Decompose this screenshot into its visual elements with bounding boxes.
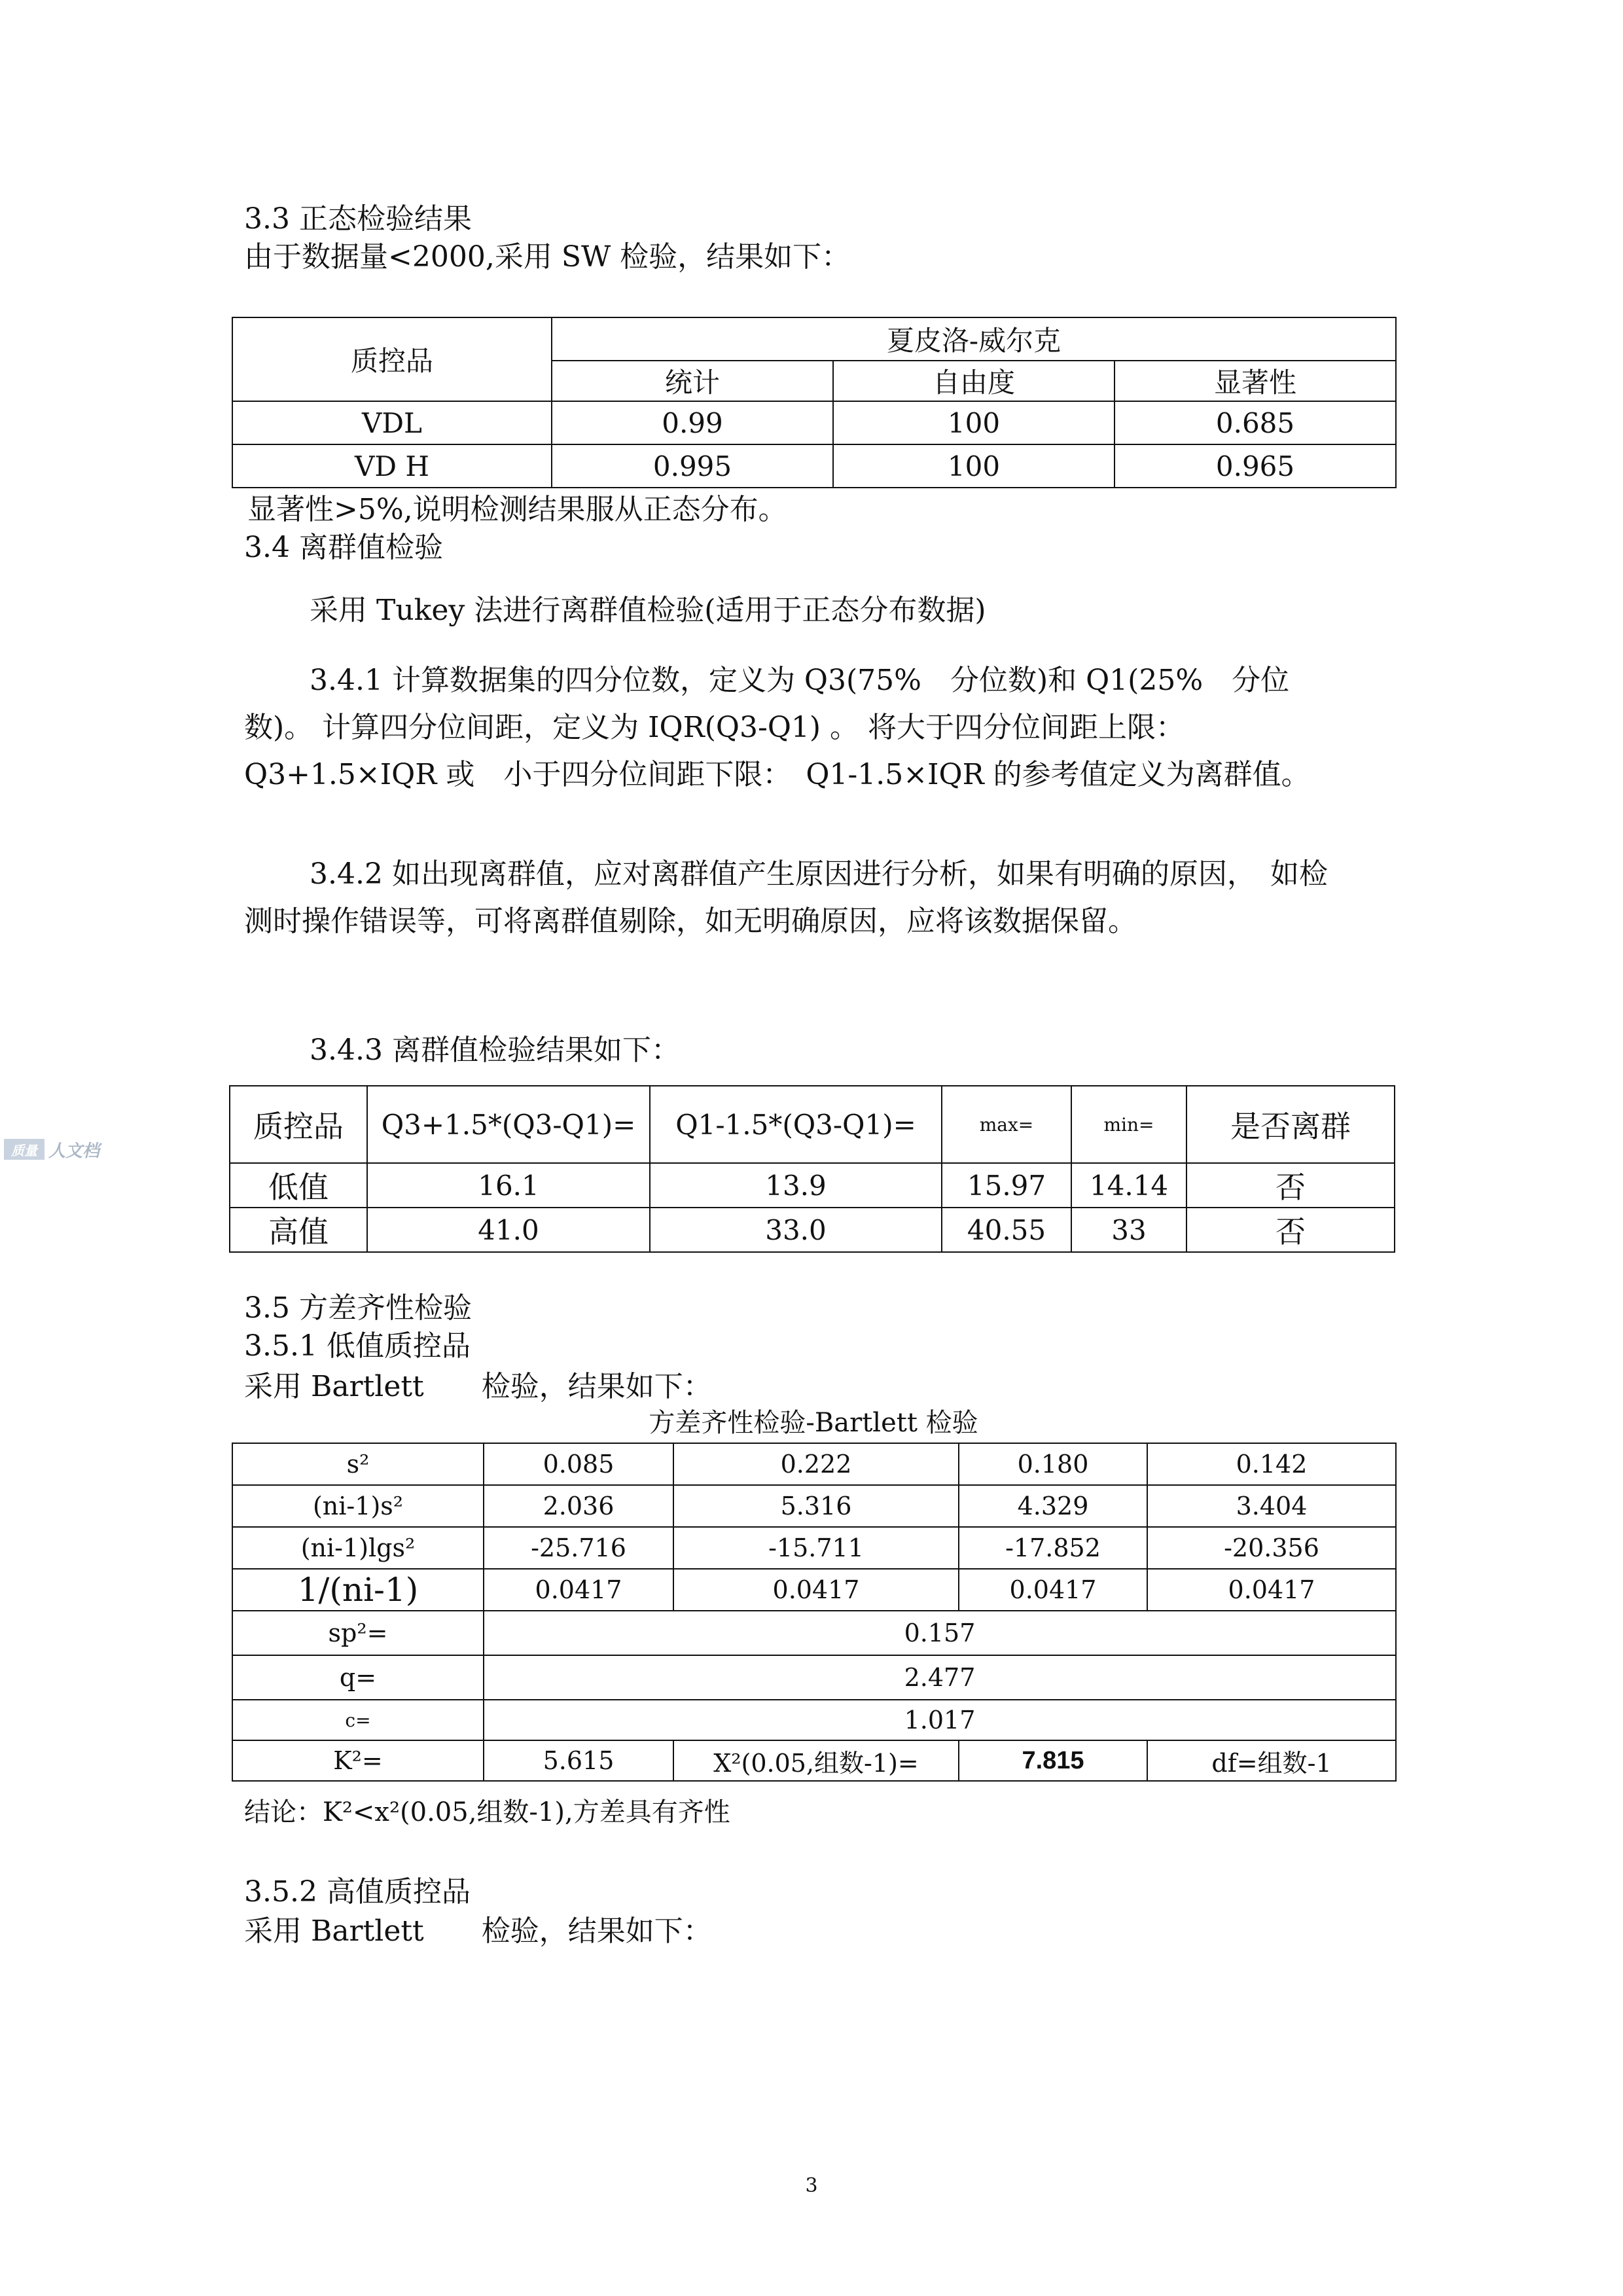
cell-stat: 0.995 (552, 444, 833, 488)
cell-stat: 0.99 (552, 401, 833, 444)
cell: 5.316 (673, 1485, 959, 1527)
cell-df: 100 (833, 444, 1115, 488)
table-row (232, 1700, 1396, 1740)
cell: 7.815 (959, 1740, 1147, 1781)
cell-qc: VDL (232, 401, 552, 444)
cell: -25.716 (484, 1527, 673, 1569)
paragraph-3-4-1: 3.4.1 计算数据集的四分位数，定义为 Q3(75% 分位数)和 Q1(25% 分位数)。 计算四分位间距，定义为 IQR(Q3-Q1) 。 将大于四分位间距上限：Q3+1.5×IQR 或 小于四分位间距下限： Q1-1.5×IQR 的参考值定义为离群值。 (244, 664, 1310, 791)
table-row (232, 1443, 1396, 1485)
cell: -17.852 (959, 1527, 1147, 1569)
bartlett-test-table (232, 1443, 1397, 1782)
table-row (232, 444, 1396, 488)
cell-sig: 0.685 (1115, 401, 1396, 444)
cell: -20.356 (1147, 1527, 1396, 1569)
cell-sig: 0.965 (1115, 444, 1396, 488)
cell: 41.0 (367, 1208, 650, 1252)
cell: 1.017 (484, 1700, 1396, 1740)
row-label: (ni-1)s² (232, 1485, 484, 1527)
table-row (232, 1527, 1396, 1569)
cell: X²(0.05,组数-1)= (673, 1740, 959, 1781)
cell: 13.9 (650, 1163, 942, 1208)
cell: 14.14 (1071, 1163, 1186, 1208)
cell: 5.615 (484, 1740, 673, 1781)
cell: 40.55 (942, 1208, 1071, 1252)
header-df: 自由度 (833, 361, 1115, 401)
header-qc: 质控品 (232, 317, 552, 401)
header-shapiro-wilk: 夏皮洛-威尔克 (552, 317, 1396, 361)
cell: 0.180 (959, 1443, 1147, 1485)
cell: 0.0417 (484, 1569, 673, 1611)
watermark-box: 质量 (4, 1139, 45, 1160)
cell: 否 (1186, 1208, 1395, 1252)
cell: 0.0417 (959, 1569, 1147, 1611)
row-label: s² (232, 1443, 484, 1485)
cell: 0.157 (484, 1611, 1396, 1655)
paragraph-3-4-3: 3.4.3 离群值检验结果如下： (310, 1033, 680, 1067)
cell: -15.711 (673, 1527, 959, 1569)
row-label: 1/(ni-1) (232, 1569, 484, 1611)
header-is-outlier: 是否离群 (1186, 1086, 1395, 1163)
table-row (230, 1163, 1395, 1208)
watermark-text: 人文档 (48, 1141, 100, 1161)
header-upper-limit: Q3+1.5*(Q3-Q1)= (367, 1086, 650, 1163)
cell: 0.085 (484, 1443, 673, 1485)
cell-qc: VD H (232, 444, 552, 488)
header-lower-limit: Q1-1.5*(Q3-Q1)= (650, 1086, 942, 1163)
header-max: max= (942, 1086, 1071, 1163)
section-3-4-heading: 3.4 离群值检验 (244, 531, 443, 564)
watermark-logo (4, 1136, 102, 1162)
cell: 低值 (230, 1163, 367, 1208)
row-label: sp²= (232, 1611, 484, 1655)
table-row (232, 1569, 1396, 1611)
row-label: q= (232, 1655, 484, 1700)
outlier-test-table (229, 1085, 1395, 1253)
section-3-5-2-heading: 3.5.2 高值质控品 (244, 1875, 471, 1909)
cell: 16.1 (367, 1163, 650, 1208)
normality-test-table (232, 317, 1397, 488)
section-3-3-conclusion: 显著性>5%,说明检测结果服从正态分布。 (247, 493, 787, 526)
tukey-method: 采用 Tukey 法进行离群值检验(适用于正态分布数据) (310, 594, 986, 627)
table-row (232, 1485, 1396, 1527)
cell: 2.477 (484, 1655, 1396, 1700)
header-min: min= (1071, 1086, 1186, 1163)
cell: 0.0417 (673, 1569, 959, 1611)
table-row (232, 1740, 1396, 1781)
section-3-5-heading: 3.5 方差齐性检验 (244, 1291, 472, 1325)
table-row (232, 1611, 1396, 1655)
row-label: c= (232, 1700, 484, 1740)
paragraph-3-4-2: 3.4.2 如出现离群值，应对离群值产生原因进行分析，如果有明确的原因， 如检测时操作错误等，可将离群值剔除，如无明确原因，应将该数据保留。 (244, 857, 1328, 938)
cell: 2.036 (484, 1485, 673, 1527)
cell: 0.0417 (1147, 1569, 1396, 1611)
cell: df=组数-1 (1147, 1740, 1396, 1781)
section-3-3-heading: 3.3 正态检验结果 (244, 202, 472, 236)
table-row (232, 1655, 1396, 1700)
row-label: (ni-1)lgs² (232, 1527, 484, 1569)
page-number: 3 (805, 2174, 818, 2197)
table-row (232, 401, 1396, 444)
cell: 3.404 (1147, 1485, 1396, 1527)
cell: 否 (1186, 1163, 1395, 1208)
cell: 高值 (230, 1208, 367, 1252)
cell-df: 100 (833, 401, 1115, 444)
cell: 33.0 (650, 1208, 942, 1252)
header-statistic: 统计 (552, 361, 833, 401)
section-3-3-intro: 由于数据量<2000,采用 SW 检验，结果如下： (244, 240, 851, 274)
bartlett-table-title: 方差齐性检验-Bartlett 检验 (649, 1408, 978, 1438)
bartlett-intro-high: 采用 Bartlett 检验，结果如下： (244, 1914, 712, 1948)
cell: 15.97 (942, 1163, 1071, 1208)
table-row (230, 1208, 1395, 1252)
cell: 4.329 (959, 1485, 1147, 1527)
cell: 33 (1071, 1208, 1186, 1252)
header-significance: 显著性 (1115, 361, 1396, 401)
section-3-5-1-heading: 3.5.1 低值质控品 (244, 1329, 471, 1363)
bartlett-conclusion: 结论：K²<x²(0.05,组数-1),方差具有齐性 (244, 1797, 730, 1827)
header-qc: 质控品 (230, 1086, 367, 1163)
bartlett-intro-low: 采用 Bartlett 检验，结果如下： (244, 1370, 712, 1403)
row-label: K²= (232, 1740, 484, 1781)
cell: 0.142 (1147, 1443, 1396, 1485)
cell: 0.222 (673, 1443, 959, 1485)
